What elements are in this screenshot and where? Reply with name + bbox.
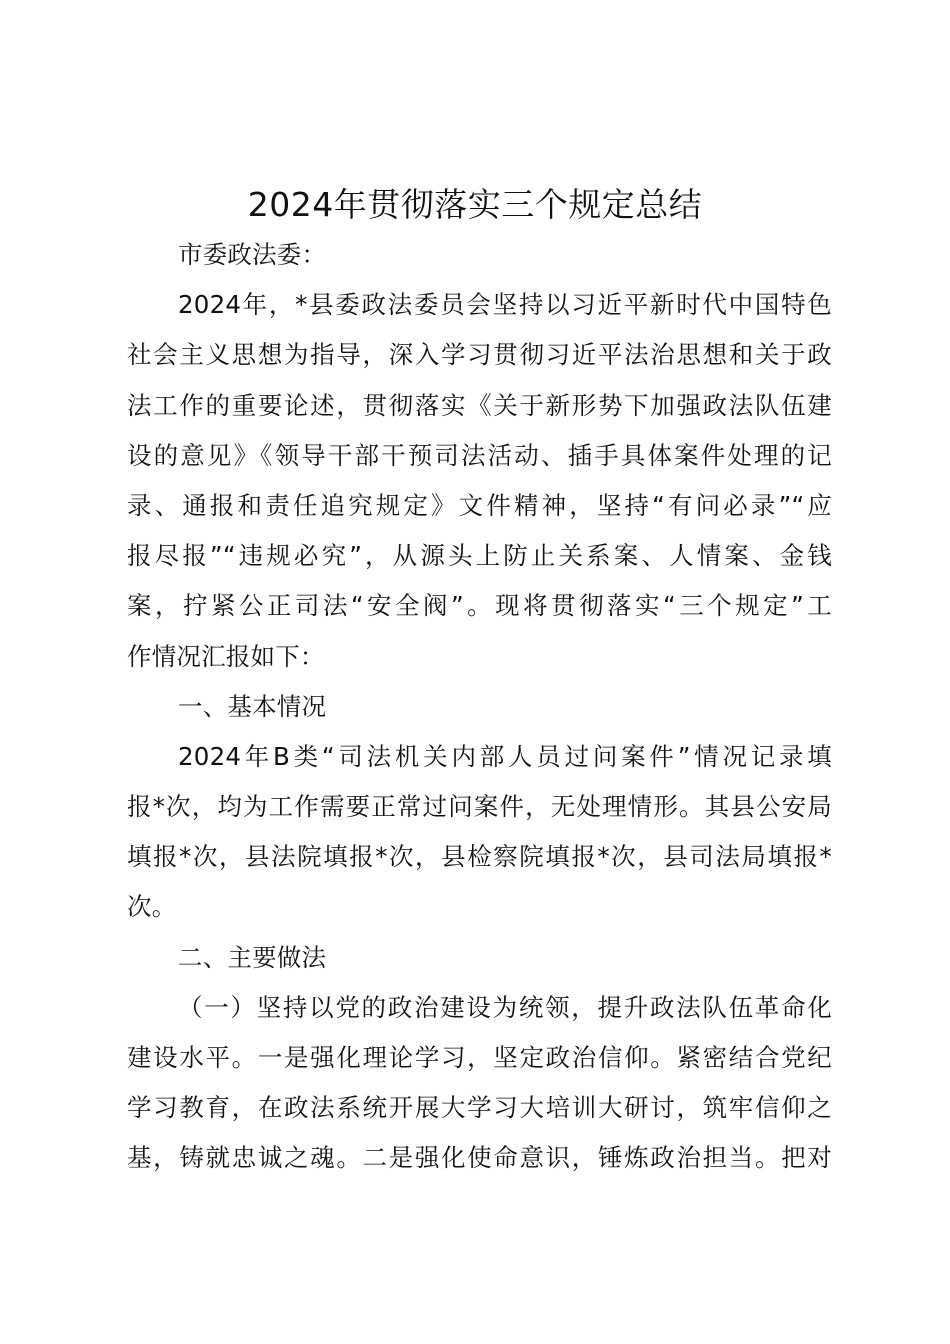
body-line: 报*次，均为工作需要正常过问案件，无处理情形。其县公安局 xyxy=(127,792,832,822)
body-line: 基，铸就忠诚之魂。二是强化使命意识，锤炼政治担当。把对 xyxy=(127,1143,832,1173)
body-line: 一、基本情况 xyxy=(178,691,327,721)
body-line: 市委政法委： xyxy=(178,240,327,269)
body-line: 学习教育，在政法系统开展大学习大培训大研讨，筑牢信仰之 xyxy=(127,1093,832,1123)
body-line: 2024年B类“司法机关内部人员过问案件”情况记录填 xyxy=(178,741,832,771)
body-line: 设的意见》《领导干部干预司法活动、插手具体案件处理的记 xyxy=(127,440,832,470)
body-line: 社会主义思想为指导，深入学习贯彻习近平法治思想和关于政 xyxy=(127,340,832,370)
document-title: 2024年贯彻落实三个规定总结 xyxy=(247,185,703,224)
body-line: 建设水平。一是强化理论学习，坚定政治信仰。紧密结合党纪 xyxy=(127,1043,832,1072)
body-line: 二、主要做法 xyxy=(178,942,327,972)
body-line: 作情况汇报如下： xyxy=(127,641,325,671)
body-line: 案，拧紧公正司法“安全阀”。现将贯彻落实“三个规定”工 xyxy=(127,591,832,621)
body-line: 2024年，*县委政法委员会坚持以习近平新时代中国特色 xyxy=(178,290,832,320)
body-line: 次。 xyxy=(127,892,177,922)
body-line: 法工作的重要论述，贯彻落实《关于新形势下加强政法队伍建 xyxy=(127,390,832,420)
document-body xyxy=(127,230,832,1184)
body-line: 填报*次，县法院填报*次，县检察院填报*次，县司法局填报* xyxy=(127,842,832,872)
body-line: 报尽报”“违规必究”，从源头上防止关系案、人情案、金钱 xyxy=(127,541,832,571)
body-line: 录、通报和责任追究规定》文件精神，坚持“有问必录”“应 xyxy=(127,490,832,520)
body-line: （一）坚持以党的政治建设为统领，提升政法队伍革命化 xyxy=(178,992,832,1022)
